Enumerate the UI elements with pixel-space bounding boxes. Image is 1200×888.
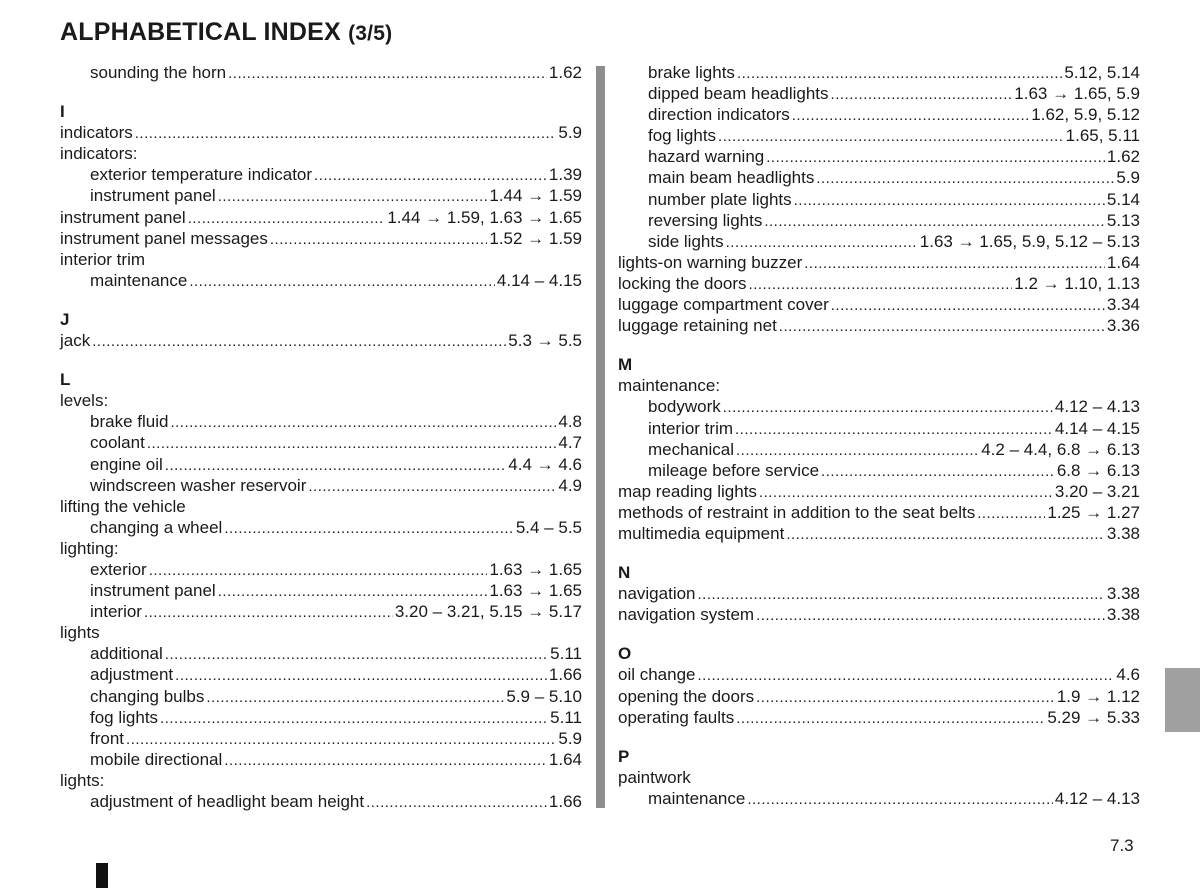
dot-leader: [314, 165, 547, 186]
index-entry: [60, 538, 582, 559]
page-reference: 1.63 → 1.65, 5.9: [1014, 84, 1140, 104]
entry-label: luggage compartment cover: [618, 295, 829, 315]
entry-label: lifting the vehicle: [60, 496, 186, 516]
dot-leader: [831, 295, 1105, 316]
entry-label: side lights: [648, 231, 724, 251]
dot-leader: [726, 232, 918, 253]
dot-leader: [977, 503, 1045, 524]
index-subentry: [618, 418, 1140, 439]
dot-leader: [165, 644, 548, 665]
dot-leader: [135, 123, 557, 144]
entry-label: additional: [90, 644, 163, 664]
entry-label: oil change: [618, 665, 696, 685]
entry-label: interior trim: [60, 249, 146, 269]
index-section-letter: N: [618, 563, 631, 583]
dot-leader: [718, 126, 1064, 147]
page-reference: 5.3 → 5.5: [508, 331, 582, 351]
index-entry: [618, 664, 1140, 685]
entry-label: number plate lights: [648, 189, 792, 209]
index-section-letter: L: [60, 370, 71, 390]
entry-label: paintwork: [618, 767, 691, 787]
index-entry: [618, 481, 1140, 502]
entry-label: opening the doors: [618, 686, 755, 706]
index-section-letter: P: [618, 746, 630, 766]
dot-leader: [736, 440, 979, 461]
entry-label: adjustment: [90, 665, 174, 685]
entry-label: instrument panel: [90, 186, 216, 206]
page-reference: 5.9: [1116, 168, 1140, 188]
index-subentry: [60, 707, 582, 728]
entry-label: locking the doors: [618, 273, 747, 293]
index-subentry: [60, 164, 582, 185]
entry-label: changing bulbs: [90, 686, 205, 706]
page-reference: 4.2 – 4.4, 6.8 → 6.13: [981, 439, 1140, 459]
page-reference: 4.6: [1116, 665, 1140, 685]
index-section-letter: J: [60, 309, 70, 329]
entry-label: fog lights: [90, 707, 159, 727]
index-subentry: [60, 517, 582, 538]
index-section-letter: I: [60, 102, 65, 122]
page-number: 7.3: [1110, 836, 1134, 855]
page-reference: 5.4 – 5.5: [515, 517, 582, 537]
index-column-right: [618, 62, 1140, 809]
entry-label: fog lights: [648, 126, 717, 146]
index-subentry: [618, 460, 1140, 481]
page-reference: 4.14 – 4.15: [1054, 418, 1140, 438]
entry-label: main beam headlights: [648, 168, 815, 188]
page-reference: 4.7: [558, 433, 582, 453]
chapter-tab-marker: [1165, 668, 1200, 732]
dot-leader: [756, 687, 1055, 708]
dot-leader: [764, 211, 1105, 232]
page-reference: 5.11: [550, 644, 582, 664]
page-reference: 1.39: [548, 165, 582, 185]
index-entry: [60, 143, 582, 164]
page-reference: 1.63 → 1.65, 5.9, 5.12 – 5.13: [919, 231, 1140, 251]
index-subentry: [60, 643, 582, 664]
index-entry: [618, 273, 1140, 294]
dot-leader: [756, 605, 1105, 626]
page-reference: 1.9 → 1.12: [1056, 686, 1140, 706]
dot-leader: [188, 208, 386, 229]
page-reference: 1.63 → 1.65: [489, 581, 582, 601]
dot-leader: [92, 331, 506, 352]
entry-label: instrument panel messages: [60, 228, 268, 248]
index-entry: [618, 523, 1140, 544]
dot-leader: [160, 708, 548, 729]
page-reference: 6.8 → 6.13: [1056, 460, 1140, 480]
dot-leader: [816, 168, 1114, 189]
dot-leader: [308, 476, 556, 497]
index-entry: [60, 390, 582, 411]
entry-label: luggage retaining net: [618, 316, 777, 336]
dot-leader: [737, 63, 1062, 84]
page-reference: 1.66: [548, 792, 582, 811]
dot-leader: [206, 687, 504, 708]
page-reference: 1.62, 5.9, 5.12: [1031, 105, 1140, 125]
page-reference: 1.62: [1106, 147, 1140, 167]
entry-label: maintenance:: [618, 376, 721, 396]
page-reference: 3.38: [1106, 523, 1140, 543]
dot-leader: [270, 229, 487, 250]
index-subentry: [60, 791, 582, 812]
entry-label: mileage before service: [648, 460, 820, 480]
dot-leader: [794, 190, 1105, 211]
entry-label: maintenance: [90, 270, 188, 290]
dot-leader: [698, 665, 1115, 686]
entry-label: exterior temperature indicator: [90, 165, 313, 185]
dot-leader: [189, 271, 495, 292]
index-subentry: [618, 104, 1140, 125]
index-subentry: [618, 146, 1140, 167]
entry-label: coolant: [90, 433, 145, 453]
entry-label: direction indicators: [648, 105, 790, 125]
page-title: [60, 18, 392, 47]
page-reference: 1.44 → 1.59: [489, 186, 582, 206]
entry-label: windscreen washer reservoir: [90, 475, 307, 495]
dot-leader: [366, 792, 547, 813]
index-subentry: [60, 454, 582, 475]
index-subentry: [60, 475, 582, 496]
index-subentry: [618, 83, 1140, 104]
dot-leader: [749, 274, 1013, 295]
page-reference: 3.20 – 3.21: [1054, 481, 1140, 501]
entry-label: navigation system: [618, 605, 755, 625]
entry-label: maintenance: [648, 788, 746, 808]
index-entry: [60, 330, 582, 351]
entry-label: bodywork: [648, 397, 721, 417]
dot-leader: [126, 729, 556, 750]
entry-label: reversing lights: [648, 210, 763, 230]
index-entry: [60, 496, 582, 517]
column-divider: [596, 66, 605, 808]
dot-leader: [723, 397, 1053, 418]
page-reference: 5.29 → 5.33: [1047, 707, 1140, 727]
index-subentry: [60, 62, 582, 83]
index-subentry: [60, 411, 582, 432]
page-reference: 1.2 → 1.10, 1.13: [1014, 273, 1140, 293]
dot-leader: [821, 461, 1055, 482]
entry-label: interior: [90, 602, 142, 622]
dot-leader: [792, 105, 1030, 126]
dot-leader: [831, 84, 1013, 105]
index-section-letter: M: [618, 355, 633, 375]
page-reference: 1.64: [548, 749, 582, 769]
dot-leader: [786, 524, 1105, 545]
page-reference: 1.62: [548, 63, 582, 82]
entry-label: levels:: [60, 391, 109, 411]
entry-label: interior trim: [648, 418, 734, 438]
index-subentry: [60, 749, 582, 770]
entry-label: operating faults: [618, 707, 735, 727]
page-reference: 1.52 → 1.59: [489, 228, 582, 248]
page-reference: 5.14: [1106, 189, 1140, 209]
index-section-letter: O: [618, 644, 632, 664]
dot-leader: [218, 581, 488, 602]
entry-label: lighting:: [60, 538, 119, 558]
dot-leader: [147, 433, 557, 454]
entry-label: methods of restraint in addition to the seat belts: [618, 502, 976, 522]
index-entry: [60, 207, 582, 228]
dot-leader: [224, 750, 547, 771]
index-subentry: [618, 788, 1140, 809]
index-subentry: [60, 580, 582, 601]
index-entry: [60, 122, 582, 143]
page-reference: 3.38: [1106, 605, 1140, 625]
page-reference: 4.8: [558, 412, 582, 432]
dot-leader: [766, 147, 1105, 168]
index-entry: [60, 770, 582, 791]
page-reference: 5.9: [558, 123, 582, 143]
entry-label: mechanical: [648, 439, 734, 459]
page-title-part: (3/5): [348, 22, 393, 45]
index-subentry: [60, 601, 582, 622]
entry-label: indicators: [60, 123, 133, 143]
index-subentry: [60, 559, 582, 580]
dot-leader: [747, 789, 1053, 810]
dot-leader: [144, 602, 393, 623]
entry-label: map reading lights: [618, 481, 757, 501]
entry-label: indicators:: [60, 144, 138, 164]
page-reference: 3.36: [1106, 316, 1140, 336]
page-reference: 5.9 – 5.10: [506, 686, 582, 706]
dot-leader: [165, 455, 507, 476]
index-entry: [618, 686, 1140, 707]
dot-leader: [759, 482, 1053, 503]
index-entry: [618, 252, 1140, 273]
dot-leader: [804, 253, 1105, 274]
index-subentry: [60, 432, 582, 453]
entry-label: sounding the horn: [90, 63, 227, 82]
index-entry: [60, 228, 582, 249]
index-subentry: [60, 728, 582, 749]
entry-label: lights: [60, 623, 100, 643]
page-reference: 5.12, 5.14: [1064, 63, 1140, 82]
index-column-left: [60, 62, 582, 812]
page-reference: 4.14 – 4.15: [496, 270, 582, 290]
index-subentry: [618, 231, 1140, 252]
dot-leader: [735, 419, 1053, 440]
entry-label: changing a wheel: [90, 517, 223, 537]
page-reference: 1.65, 5.11: [1065, 126, 1140, 146]
entry-label: exterior: [90, 559, 147, 579]
entry-label: dipped beam headlights: [648, 84, 829, 104]
index-subentry: [618, 167, 1140, 188]
entry-label: multimedia equipment: [618, 523, 785, 543]
page-reference: 3.20 – 3.21, 5.15 → 5.17: [394, 602, 582, 622]
page-reference: 5.13: [1106, 210, 1140, 230]
index-entry: [618, 604, 1140, 625]
index-subentry: [60, 686, 582, 707]
page-reference: 1.64: [1106, 252, 1140, 272]
index-entry: [618, 767, 1140, 788]
index-subentry: [618, 439, 1140, 460]
page-reference: 4.12 – 4.13: [1054, 397, 1140, 417]
index-subentry: [618, 396, 1140, 417]
page-reference: 4.4 → 4.6: [508, 454, 582, 474]
page-reference: 4.12 – 4.13: [1054, 788, 1140, 808]
entry-label: instrument panel: [60, 207, 186, 227]
index-subentry: [60, 664, 582, 685]
dot-leader: [170, 412, 556, 433]
dot-leader: [175, 665, 547, 686]
index-entry: [618, 375, 1140, 396]
index-entry: [618, 315, 1140, 336]
index-subentry: [618, 189, 1140, 210]
index-entry: [60, 622, 582, 643]
entry-label: lights-on warning buzzer: [618, 252, 803, 272]
dot-leader: [224, 518, 514, 539]
dot-leader: [736, 708, 1045, 729]
entry-label: brake lights: [648, 63, 735, 82]
page-reference: 5.11: [550, 707, 582, 727]
index-subentry: [618, 125, 1140, 146]
entry-label: hazard warning: [648, 147, 765, 167]
index-subentry: [60, 270, 582, 291]
entry-label: lights:: [60, 770, 105, 790]
page-reference: 1.25 → 1.27: [1047, 502, 1140, 522]
entry-label: jack: [60, 331, 91, 351]
entry-label: instrument panel: [90, 581, 216, 601]
index-subentry: [618, 210, 1140, 231]
crop-mark: [96, 863, 108, 888]
page-reference: 1.63 → 1.65: [489, 559, 582, 579]
index-entry: [618, 502, 1140, 523]
dot-leader: [218, 186, 488, 207]
entry-label: front: [90, 728, 125, 748]
index-subentry: [60, 185, 582, 206]
page-reference: 4.9: [558, 475, 582, 495]
page-reference: 1.66: [548, 665, 582, 685]
dot-leader: [228, 63, 547, 84]
dot-leader: [149, 560, 488, 581]
entry-label: brake fluid: [90, 412, 169, 432]
page-title-main: ALPHABETICAL INDEX: [60, 18, 341, 46]
dot-leader: [779, 316, 1105, 337]
entry-label: engine oil: [90, 454, 163, 474]
index-entry: [618, 294, 1140, 315]
index-entry: [618, 707, 1140, 728]
dot-leader: [698, 584, 1105, 605]
index-subentry: [618, 62, 1140, 83]
index-entry: [60, 249, 582, 270]
index-entry: [618, 583, 1140, 604]
page-reference: 1.44 → 1.59, 1.63 → 1.65: [387, 207, 582, 227]
page-reference: 3.38: [1106, 584, 1140, 604]
entry-label: adjustment of headlight beam height: [90, 792, 365, 811]
page-reference: 5.9: [558, 728, 582, 748]
page-reference: 3.34: [1106, 295, 1140, 315]
entry-label: navigation: [618, 584, 696, 604]
entry-label: mobile directional: [90, 749, 223, 769]
